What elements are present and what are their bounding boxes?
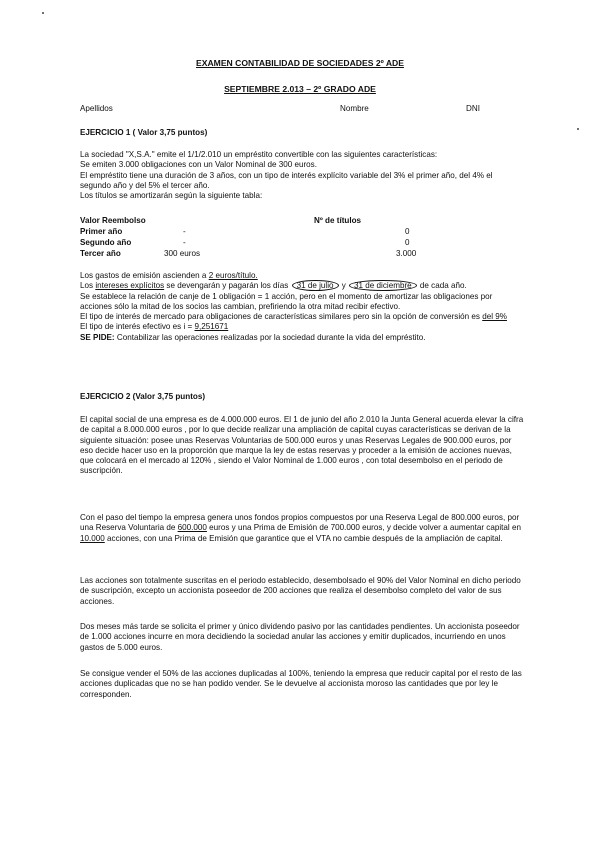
ex1-line: Los títulos se amortizarán según la siguiente tabla: — [80, 191, 263, 201]
name-label: Nombre — [340, 104, 369, 113]
table-col-reembolso: Valor Reembolso — [80, 216, 146, 225]
scan-speck — [577, 128, 579, 130]
circled-date-july: 31 de julio — [292, 280, 339, 291]
effective-rate: El tipo de interés efectivo es i = 9,251671 — [80, 322, 229, 332]
dni-label: DNI — [466, 104, 480, 113]
table-row-label: Primer año — [80, 227, 123, 236]
table-row-value: - — [183, 238, 186, 247]
ex1-line: La sociedad "X,S.A." emite el 1/1/2.010 un empréstito convertible con las siguientes características: — [80, 150, 438, 159]
table-row-value: - — [183, 227, 186, 236]
interest-line: Los intereses explícitos se devengarán y pagarán los días 31 de julio y 31 de diciembre de cada año. — [80, 281, 467, 291]
exercise1-intro — [80, 150, 525, 201]
circled-date-december: 31 de diciembre — [349, 280, 417, 291]
ex2-paragraph: Dos meses más tarde se solicita el primer y único dividendo pasivo por las cantidades pendientes. Un accionista poseedor de 1.000 acciones incurre en mora decidiendo la sociedad anular las acciones y emitir duplicados, incurriendo en unos gastos de 5.000 euros. — [80, 622, 520, 652]
costs-line: Los gastos de emisión ascienden a 2 euros/título. — [80, 271, 258, 280]
exercise2-title: EJERCICIO 2 (Valor 3,75 puntos) — [80, 392, 206, 401]
exercise1-title: EJERCICIO 1 ( Valor 3,75 puntos) — [80, 128, 208, 137]
exchange-ratio: Se establece la relación de canje de 1 obligación = 1 acción, pero en el momento de amortizar las obligaciones por acciones sólo la mitad de los socios las cambian, prefiriendo la otra mitad recibir efectivo. — [80, 291, 493, 311]
ex2-paragraph: Las acciones son totalmente suscritas en el periodo establecido, desembolsado el 90% del Valor Nominal en dicho periodo de suscripción, excepto un accionista poseedor de 200 acciones que realiza el desembolso completo del valor de sus acciones. — [80, 576, 521, 606]
task-line: SE PIDE: Contabilizar las operaciones realizadas por la sociedad durante la vida del empréstito. — [80, 332, 426, 342]
exam-subtitle: SEPTIEMBRE 2.013 – 2º GRADO ADE — [224, 84, 376, 94]
ex2-paragraph: Con el paso del tiempo la empresa genera unos fondos propios compuestos por una Reserva Legal de 800.000 euros, por una Reserva Voluntaria de 600.000 euros y una Prima de Emisión de 700.000 euros, y decide volver a aumentar capital en 10.000 acciones, con una Prima de Emisión que garantice que el VTA no cambie después de la ampliación de capital. — [80, 513, 521, 543]
table-row-count: 3.000 — [396, 249, 417, 258]
scan-speck — [42, 12, 44, 14]
exercise1-details — [80, 271, 525, 343]
exam-title: EXAMEN CONTABILIDAD DE SOCIEDADES 2º ADE — [196, 58, 404, 68]
table-row-count: 0 — [405, 227, 410, 236]
market-rate: El tipo de interés de mercado para obligaciones de características similares pero sin la opción de conversión es del 9% — [80, 312, 507, 322]
ex2-paragraph: Se consigue vender el 50% de las acciones duplicadas al 100%, teniendo la empresa que reducir capital por el resto de las acciones duplicadas que no se han podido vender. Se le devuelve al accionista moroso las cantidades que por ley le corresponden. — [80, 669, 522, 699]
table-col-titulos: Nº de títulos — [314, 216, 362, 225]
ex1-line: El empréstito tiene una duración de 3 años, con un tipo de interés explícito variable del 3% el primer año, del 4% el segundo año y del 5% el tercer año. — [80, 170, 493, 190]
ex1-line: Se emiten 3.000 obligaciones con un Valor Nominal de 300 euros. — [80, 160, 317, 170]
ex2-paragraph: El capital social de una empresa es de 4.000.000 euros. El 1 de junio del año 2.010 la Junta General acuerda elevar la cifra de capital a 8.000.000 euros , por lo que decide realizar una ampliación de capital cuyas características se derivan de la siguiente situación: posee unas Reservas Voluntarias de 500.000 euros y unas Reservas Legales de 900.000 euros, por eso decide hacer uso en la proporción que marque la ley de estas reservas y proceder a la emisión de acciones nuevas, que colocará en el mercado al 120% , siendo el Valor Nominal de 1.000 euros , con total desembolso en el periodo de suscripción. — [80, 415, 524, 476]
table-row-value: 300 euros — [164, 249, 200, 258]
surname-label: Apellidos — [80, 104, 113, 113]
table-row-count: 0 — [405, 238, 410, 247]
table-row-label: Tercer año — [80, 249, 121, 258]
table-row-label: Segundo año — [80, 238, 132, 247]
